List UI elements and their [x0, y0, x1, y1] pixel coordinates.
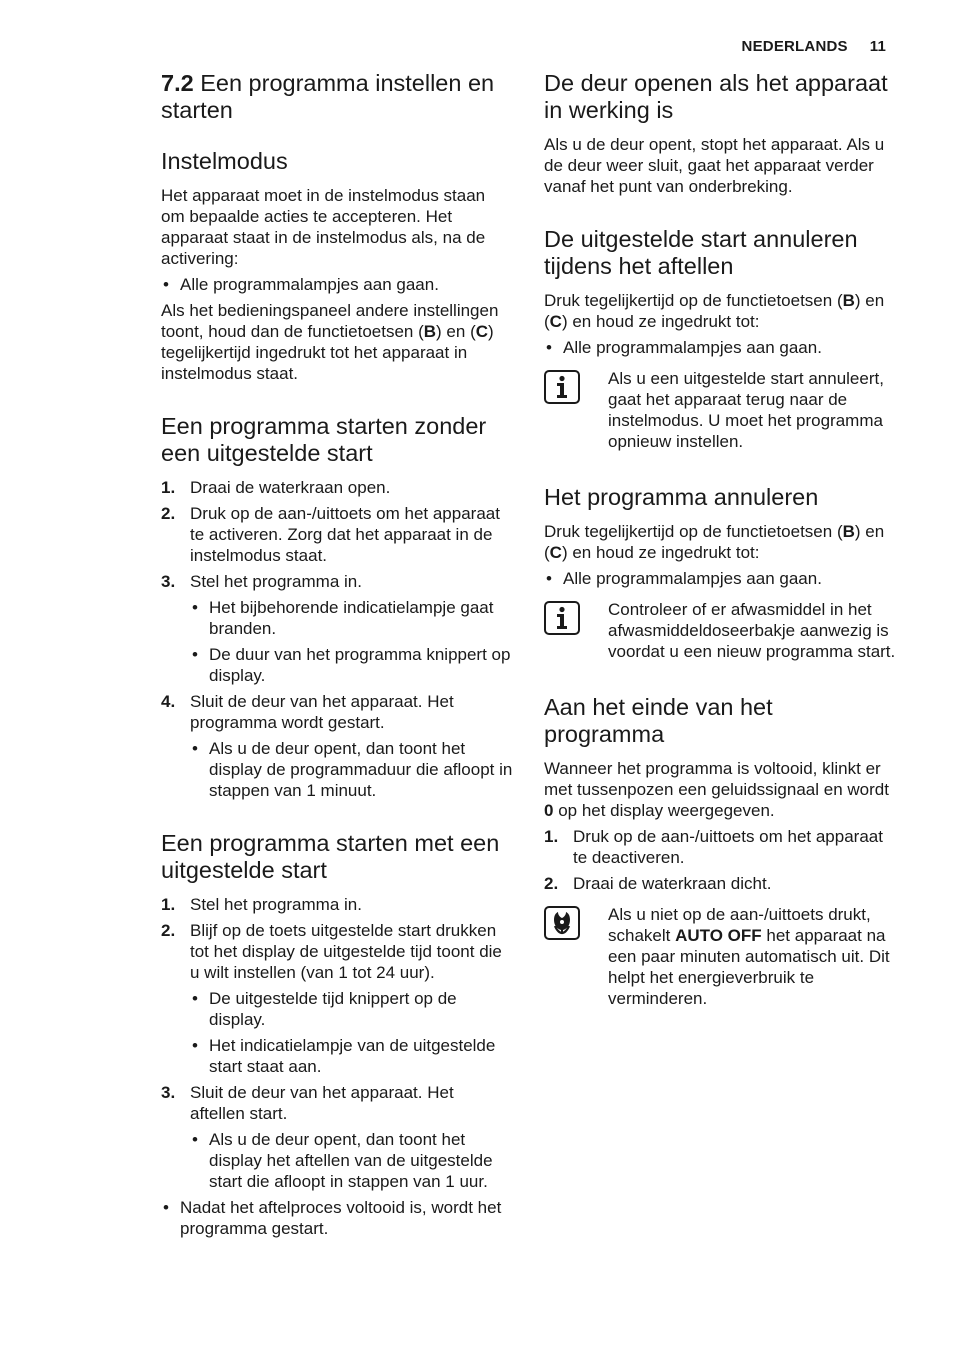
annuleren-start-bullets — [544, 337, 896, 358]
list-item: • Als u de deur opent, dan toont het display de programmaduur die afloopt in stappen van 1 minuut. — [190, 738, 513, 801]
right-column — [544, 70, 896, 1009]
annuleren-prog-bullets — [544, 568, 896, 589]
steps-met — [161, 894, 513, 1192]
annuleren-prog-text: Druk tegelijkertijd op de functietoetsen (B) en (C) en houd ze ingedrukt tot: — [544, 522, 885, 562]
steps-einde — [544, 826, 896, 894]
step-item — [161, 894, 513, 915]
step-item — [161, 691, 513, 801]
info-note — [544, 599, 896, 662]
step-bullets — [190, 1129, 513, 1192]
note-text: Als u niet op de aan-/uittoets drukt, schakelt AUTO OFF het apparaat na een paar minuten automatisch uit. Dit helpt het energieverbruik te verminderen. — [608, 905, 890, 1008]
step-item — [544, 873, 896, 894]
step-bullets — [190, 988, 513, 1077]
environment-icon — [544, 906, 580, 940]
step-text: Draai de waterkraan open. — [190, 478, 391, 497]
step-item — [161, 503, 513, 566]
instelmodus-text: Als het bedieningspaneel andere instellingen toont, houd dan de functietoetsen (B) en (C) tegelijkertijd ingedrukt tot het apparaat in instelmodus staat. — [161, 301, 499, 383]
step-text: Blijf op de toets uitgestelde start drukken tot het display de uitgestelde tijd toont die u wilt instellen (van 1 tot 24 uur). — [190, 921, 502, 982]
list-item: • Alle programmalampjes aan gaan. — [161, 274, 513, 295]
info-icon — [544, 370, 580, 404]
list-item: • Nadat het aftelproces voltooid is, wordt het programma gestart. — [161, 1197, 513, 1239]
step-text: Druk op de aan-/uittoets om het apparaat te activeren. Zorg dat het apparaat in de instelmodus staat. — [190, 504, 500, 565]
list-item: • Alle programmalampjes aan gaan. — [544, 568, 896, 589]
step-item — [161, 920, 513, 1077]
step-number: 3. — [161, 572, 176, 591]
list-item: • Als u de deur opent, dan toont het display het aftellen van de uitgestelde start die afloopt in stappen van 1 uur. — [190, 1129, 513, 1192]
heading-instelmodus: Instelmodus — [161, 148, 288, 174]
step-bullets — [190, 738, 513, 801]
step-text: Druk op de aan-/uittoets om het apparaat te deactiveren. — [573, 827, 883, 867]
info-icon — [544, 601, 580, 635]
environment-note — [544, 904, 896, 1009]
step-number: 2. — [161, 504, 176, 523]
annuleren-start-text: Druk tegelijkertijd op de functietoetsen (B) en (C) en houd ze ingedrukt tot: — [544, 291, 885, 331]
step-text: Sluit de deur van het apparaat. Het programma wordt gestart. — [190, 692, 454, 732]
heading-met-uitgestelde-start: Een programma starten met een uitgestelde start — [161, 830, 500, 883]
info-note — [544, 368, 896, 452]
left-column — [161, 70, 513, 1244]
heading-einde-programma: Aan het einde van het programma — [544, 694, 773, 747]
heading-zonder-uitgestelde-start: Een programma starten zonder een uitgestelde start — [161, 413, 487, 466]
deur-text: Als u de deur opent, stopt het apparaat. Als u de deur weer sluit, gaat het apparaat verder vanaf het punt van onderbreking. — [544, 135, 885, 196]
section-title: 7.2 Een programma instellen en starten — [161, 70, 495, 123]
list-item: • Het bijbehorende indicatielampje gaat branden. — [190, 597, 513, 639]
step-number: 1. — [161, 895, 176, 914]
step-text: Sluit de deur van het apparaat. Het aftellen start. — [190, 1083, 454, 1123]
header-language: NEDERLANDS — [741, 38, 848, 55]
step-bullets — [190, 597, 513, 686]
step-text: Draai de waterkraan dicht. — [573, 874, 772, 893]
step-item — [161, 571, 513, 686]
list-item: • Het indicatielampje van de uitgestelde start staat aan. — [190, 1035, 513, 1077]
step-item — [161, 477, 513, 498]
heading-uitgestelde-start-annuleren: De uitgestelde start annuleren tijdens het aftellen — [544, 226, 858, 279]
step-number: 3. — [161, 1083, 176, 1102]
step-item — [544, 826, 896, 868]
steps-zonder — [161, 477, 513, 801]
step-number: 2. — [544, 874, 559, 893]
note-text: Controleer of er afwasmiddel in het afwasmiddeldoseerbakje aanwezig is voordat u een nieuw programma start. — [608, 600, 896, 661]
step-number: 1. — [544, 827, 559, 846]
instelmodus-intro: Het apparaat moet in de instelmodus staan om bepaalde acties te accepteren. Het apparaat staat in de instelmodus als, na de activering: — [161, 186, 486, 268]
met-final-bullet — [161, 1197, 513, 1239]
page-number: 11 — [869, 38, 886, 55]
step-item — [161, 1082, 513, 1192]
step-number: 2. — [161, 921, 176, 940]
instelmodus-bullets — [161, 274, 513, 295]
einde-text: Wanneer het programma is voltooid, klinkt er met tussenpozen een geluidssignaal en wordt 0 op het display weergegeven. — [544, 759, 889, 820]
step-number: 4. — [161, 692, 176, 711]
note-text: Als u een uitgestelde start annuleert, gaat het apparaat terug naar de instelmodus. U moet het programma opnieuw instellen. — [608, 369, 884, 451]
step-text: Stel het programma in. — [190, 572, 362, 591]
heading-deur-openen: De deur openen als het apparaat in werking is — [544, 70, 888, 123]
page-header — [742, 38, 886, 55]
step-text: Stel het programma in. — [190, 895, 362, 914]
list-item: • De uitgestelde tijd knippert op de display. — [190, 988, 513, 1030]
list-item: • Alle programmalampjes aan gaan. — [544, 337, 896, 358]
list-item: • De duur van het programma knippert op display. — [190, 644, 513, 686]
step-number: 1. — [161, 478, 176, 497]
heading-programma-annuleren: Het programma annuleren — [544, 484, 819, 510]
